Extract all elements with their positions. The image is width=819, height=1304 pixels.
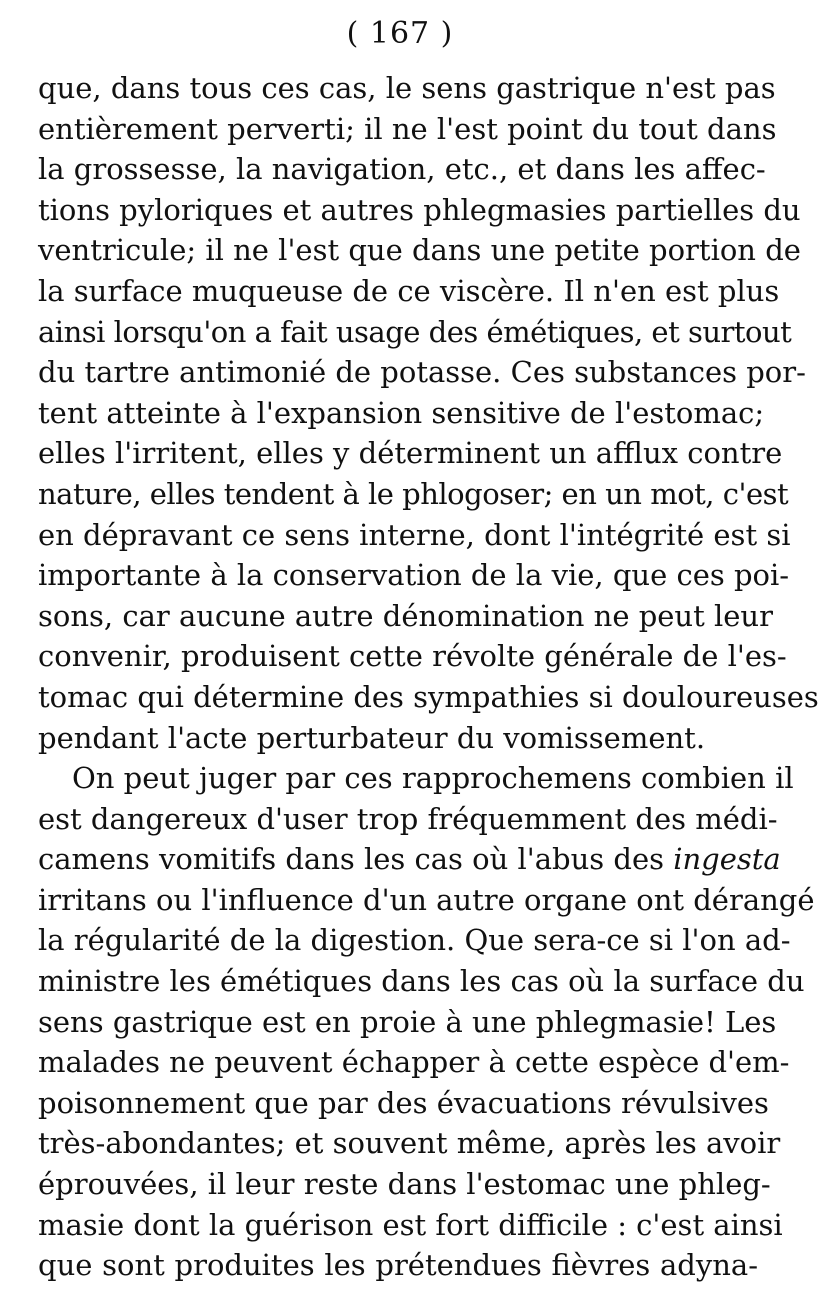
text-line: nature, elles tendent à le phlogoser; en un mot, c'est [38, 476, 789, 511]
text-line: tent atteinte à l'expansion sensitive de l'estomac; [38, 395, 765, 430]
text-line: poisonnement que par des évacuations révulsives [38, 1085, 769, 1120]
text-line: que sont produites les prétendues fièvres adyna- [38, 1248, 758, 1283]
text-line [38, 839, 781, 880]
text-line: irritans ou l'influence d'un autre organe ont dérangé [38, 882, 815, 917]
text-line: entièrement perverti; il ne l'est point du tout dans [38, 111, 777, 146]
text-line: malades ne peuvent échapper à cette espèce d'em- [38, 1045, 790, 1080]
text-line: ainsi lorsqu'on a fait usage des émétiques, et surtout [38, 314, 792, 349]
text-fragment: camens vomitifs dans les cas où l'abus des [38, 842, 664, 877]
paragraph-2 [38, 758, 815, 1286]
text-line: est dangereux d'user trop fréquemment des médi- [38, 801, 778, 836]
text-line: pendant l'acte perturbateur du vomissement. [38, 720, 706, 755]
text-line: masie dont la guérison est fort difficile : c'est ainsi [38, 1207, 783, 1242]
text-line: éprouvées, il leur reste dans l'estomac une phleg- [38, 1167, 771, 1202]
body-text [38, 68, 819, 1286]
page-number: ( 167 ) [346, 16, 454, 51]
text-line: que, dans tous ces cas, le sens gastrique n'est pas [38, 71, 776, 105]
text-line: très-abondantes; et souvent même, après les avoir [38, 1126, 781, 1161]
text-line: ministre les émétiques dans les cas où la surface du [38, 964, 805, 999]
text-line: sons, car aucune autre dénomination ne peut leur [38, 598, 773, 633]
text-line: tomac qui détermine des sympathies si douloureuses [38, 679, 819, 714]
text-line: en dépravant ce sens interne, dont l'intégrité est si [38, 517, 791, 552]
italic-term: ingesta [673, 842, 781, 877]
text-line: On peut juger par ces rapprochemens combien il [72, 761, 794, 796]
text-line: la régularité de la digestion. Que sera-ce si l'on ad- [38, 923, 791, 958]
text-line: importante à la conservation de la vie, que ces poi- [38, 558, 790, 593]
text-line: la surface muqueuse de ce viscère. Il n'en est plus [38, 273, 780, 308]
text-line: la grossesse, la navigation, etc., et dans les affec- [38, 152, 766, 187]
text-line: elles l'irritent, elles y déterminent un afflux contre [38, 436, 783, 471]
text-line: ventricule; il ne l'est que dans une petite portion de [38, 233, 801, 268]
text-line: convenir, produisent cette révolte générale de l'es- [38, 639, 787, 674]
text-line: sens gastrique est en proie à une phlegmasie! Les [38, 1004, 777, 1039]
text-line: tions pyloriques et autres phlegmasies partielles du [38, 192, 801, 227]
paragraph-1 [38, 68, 819, 758]
text-line: du tartre antimonié de potasse. Ces substances por- [38, 355, 806, 390]
